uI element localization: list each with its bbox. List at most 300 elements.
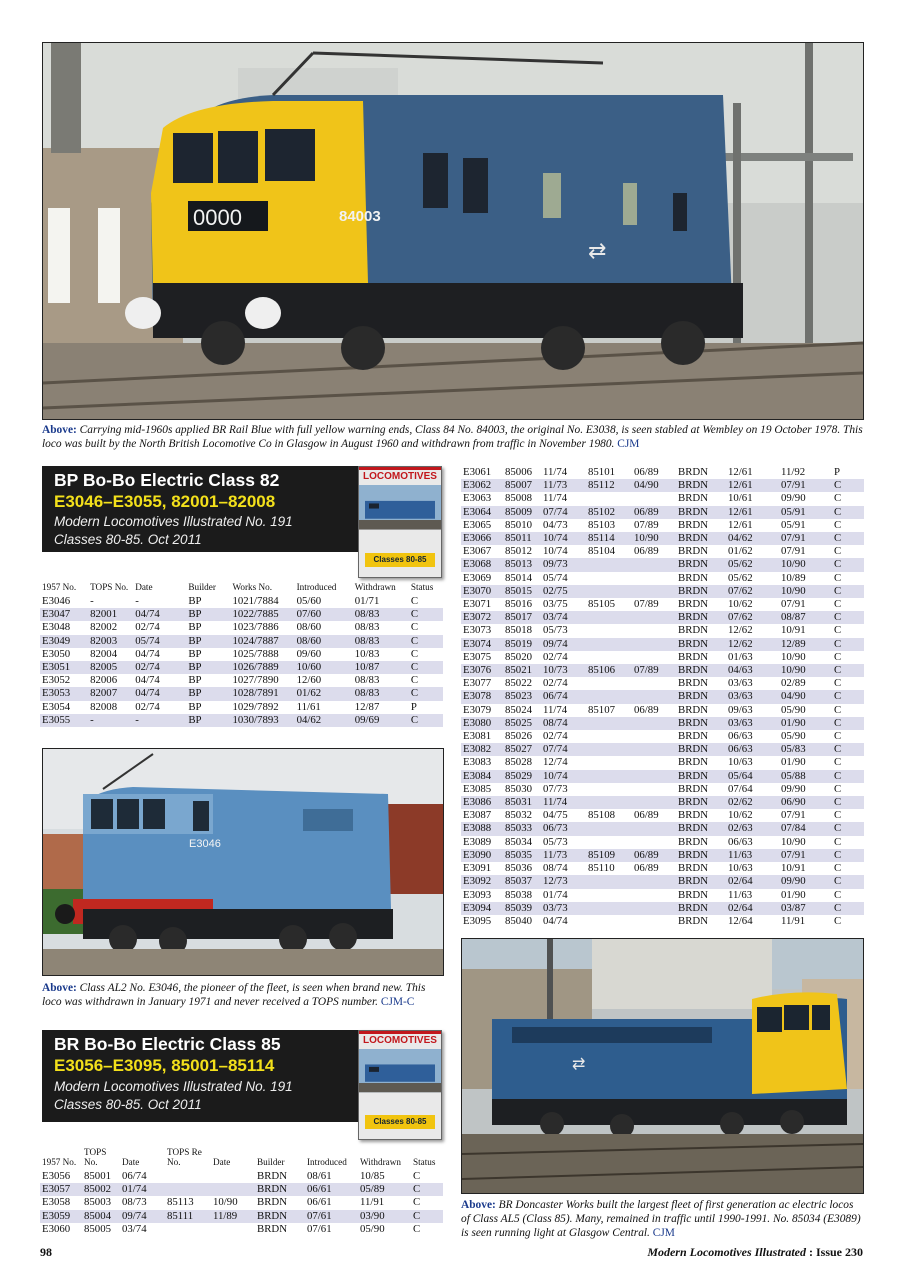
table-cell: 08/83 (353, 687, 409, 700)
table-cell: 05/91 (779, 506, 832, 519)
table-cell (586, 624, 632, 637)
table-cell: 06/89 (632, 849, 676, 862)
table-cell: 05/74 (543, 571, 568, 584)
table-cell: 12/61 (728, 466, 753, 478)
table-row (461, 717, 864, 730)
table-cell: E3052 (42, 674, 71, 687)
table-cell: E3085 (463, 782, 492, 795)
table-cell: 01/62 (728, 545, 753, 558)
table-cell: 12/74 (543, 756, 568, 769)
table-cell: 07/91 (781, 545, 806, 558)
table-cell: 06/90 (779, 796, 832, 809)
table-cell: 07/74 (541, 506, 586, 519)
table-row (40, 595, 443, 608)
table-row (461, 519, 864, 532)
table-row (461, 585, 864, 598)
table-cell: C (832, 717, 864, 730)
table-cell: 03/63 (726, 690, 779, 703)
table-row (461, 889, 864, 902)
table-cell: C (834, 914, 842, 927)
table-cell: 10/83 (354, 647, 380, 660)
table-cell: E3061 (463, 466, 492, 478)
table-cell: 04/90 (632, 479, 676, 492)
caption-credit: CJM (652, 1227, 675, 1239)
table-cell: 07/89 (632, 664, 676, 677)
table-cell: 11/74 (541, 796, 586, 809)
table-cell: 03/73 (541, 902, 586, 915)
table-cell: 06/63 (728, 730, 753, 743)
table-cell: 11/61 (296, 700, 321, 713)
table-cell: E3073 (463, 624, 492, 637)
table-row (461, 902, 864, 915)
table-cell: 05/60 (296, 595, 322, 607)
table-row (461, 730, 864, 743)
caption-lead: Above: (42, 982, 77, 994)
table-cell: 04/63 (726, 664, 779, 677)
table-cell: E3095 (463, 914, 492, 927)
table-cell: 08/60 (295, 635, 353, 648)
table-cell: BRDN (678, 545, 708, 558)
table-cell: 85035 (503, 849, 541, 862)
caption-text: BR Doncaster Works built the largest fleet of first generation ac electric locos of Class AL5 (Class 85). Many, remained in traffic until 1990-1991. No. 85034 (E3089) is seen running light at Glasgow Central. (461, 1199, 861, 1239)
table-cell: 85034 (505, 835, 532, 848)
table-cell: 07/60 (295, 608, 353, 621)
table-cell: 10/90 (779, 558, 832, 571)
table-cell: 10/90 (213, 1196, 238, 1209)
table-cell: 04/74 (135, 674, 160, 687)
table-cell: 01/62 (295, 687, 353, 700)
table-cell: 85039 (503, 902, 541, 915)
table-cell: E3088 (461, 822, 503, 835)
table-cell (586, 756, 632, 769)
table-row (40, 621, 443, 634)
table-cell (632, 822, 676, 835)
table-cell: 02/62 (726, 796, 779, 809)
table-cell: 09/60 (296, 647, 322, 660)
table-cell (632, 783, 676, 796)
table-cell: 85015 (503, 585, 541, 598)
table-row (40, 1170, 443, 1183)
table-cell: BP (186, 687, 230, 700)
table-cell: BRDN (678, 492, 708, 505)
table-cell: 06/61 (305, 1183, 358, 1196)
table-cell: E3086 (461, 796, 503, 809)
table-cell: C (832, 690, 864, 703)
table-cell (632, 677, 676, 690)
table-cell: 03/74 (122, 1222, 147, 1235)
table-cell: BRDN (676, 532, 726, 545)
table-cell: 06/73 (541, 822, 586, 835)
table-cell: C (832, 479, 864, 492)
table-cell: 85032 (505, 809, 532, 822)
table-row (461, 492, 864, 505)
table-cell: E3069 (463, 571, 492, 584)
table-row (40, 1183, 443, 1196)
table-cell: 09/69 (353, 714, 409, 727)
table-cell: 08/83 (354, 621, 380, 634)
caption-credit: CJM-C (380, 996, 415, 1008)
table-cell: 85028 (505, 756, 532, 769)
table-cell: 05/73 (543, 835, 568, 848)
class85-sub1: Modern Locomotives Illustrated No. 191 (54, 1079, 293, 1094)
table-row (461, 532, 864, 545)
table-cell (586, 717, 632, 730)
table-cell (632, 624, 676, 637)
table-row (461, 479, 864, 492)
table-cell: C (834, 545, 842, 558)
table-cell: E3083 (463, 756, 492, 769)
table-cell: C (834, 492, 842, 505)
table-row (461, 756, 864, 769)
table-cell: 85102 (586, 506, 632, 519)
table-cell: 07/91 (779, 849, 832, 862)
table-cell: 85036 (505, 862, 532, 875)
table-cell: 02/63 (726, 822, 779, 835)
table-cell: 12/87 (354, 700, 380, 713)
table-cell: 07/62 (726, 585, 779, 598)
table-cell: E3051 (40, 661, 88, 674)
table-cell: C (834, 730, 842, 743)
table-cell: C (409, 661, 443, 674)
table-cell: 09/90 (781, 782, 806, 795)
table-cell: 11/74 (543, 466, 568, 478)
mid-photo (42, 748, 444, 976)
table-cell: 07/61 (307, 1222, 332, 1235)
table-cell: 10/62 (728, 598, 753, 611)
table-cell: 05/90 (781, 703, 806, 716)
column-header: Works No. (232, 582, 273, 592)
table-cell (586, 836, 632, 849)
table-cell: 12/61 (728, 518, 753, 531)
table-cell: BRDN (678, 650, 708, 663)
table-cell: 09/63 (728, 703, 753, 716)
table-cell: E3077 (463, 677, 492, 690)
table-cell: 03/63 (726, 717, 779, 730)
table-cell (586, 875, 632, 888)
table-cell: C (834, 756, 842, 769)
table-row (461, 849, 864, 862)
table-cell: 08/83 (353, 635, 409, 648)
table-cell: BP (188, 621, 202, 634)
table-cell: 11/89 (211, 1210, 255, 1223)
table-cell: BRDN (678, 888, 708, 901)
table-row (461, 875, 864, 888)
table-cell: BRDN (678, 756, 708, 769)
table-cell: 04/73 (543, 518, 568, 531)
table-cell: 85014 (505, 571, 532, 584)
magazine-bottom: Classes 80-85 (365, 553, 435, 567)
class82-sub1: Modern Locomotives Illustrated No. 191 (54, 514, 293, 529)
table-cell: C (834, 862, 842, 875)
table-cell (586, 902, 632, 915)
table-cell: 05/62 (726, 558, 779, 571)
table-cell: C (832, 849, 864, 862)
table-cell: BRDN (678, 466, 708, 478)
table-cell: C (834, 835, 842, 848)
table-cell: P (834, 466, 841, 478)
table-cell (632, 572, 676, 585)
table-cell: 02/64 (726, 902, 779, 915)
table-cell: 10/90 (779, 664, 832, 677)
table-cell: 08/87 (779, 611, 832, 624)
table-cell: 85004 (82, 1210, 120, 1223)
table-cell: 08/83 (353, 608, 409, 621)
table-cell: 85018 (505, 624, 532, 637)
table-cell: C (832, 796, 864, 809)
table-cell: 10/91 (781, 624, 806, 637)
column-header: Introduced (296, 582, 337, 592)
table-cell: BRDN (678, 835, 708, 848)
table-cell: 85009 (503, 506, 541, 519)
table-cell: 1024/7887 (230, 635, 294, 648)
table-cell: C (834, 518, 842, 531)
table-row (461, 624, 864, 637)
table-cell: 85105 (588, 598, 615, 611)
table-cell: - (135, 595, 139, 607)
column-header: Date (135, 582, 153, 592)
table-cell: 09/90 (779, 875, 832, 888)
class82-title: BP Bo-Bo Electric Class 82 (54, 470, 280, 490)
class85-header-row (40, 1147, 443, 1170)
table-cell: BP (188, 647, 202, 660)
table-cell: BRDN (676, 717, 726, 730)
table-cell: C (409, 714, 443, 727)
table-cell: E3056 (42, 1170, 71, 1182)
table-cell (586, 743, 632, 756)
column-header: 1957 No. (42, 582, 77, 592)
page-number: 98 (40, 1245, 52, 1259)
table-cell: 01/90 (779, 717, 832, 730)
table-cell: BP (186, 635, 230, 648)
table-row (461, 506, 864, 519)
table-cell: 85112 (586, 479, 632, 492)
table-cell: 85006 (505, 466, 532, 478)
table-cell: 1029/7892 (232, 700, 279, 713)
table-cell (632, 756, 676, 769)
table-cell: BP (186, 661, 230, 674)
table-cell: 11/74 (543, 703, 568, 716)
table-cell: BRDN (676, 743, 726, 756)
table-cell: 85022 (505, 677, 532, 690)
table-cell (586, 638, 632, 651)
table-cell: E3076 (461, 664, 503, 677)
table-cell: BRDN (678, 914, 708, 927)
table-cell: BRDN (676, 902, 726, 915)
table-cell: P (410, 700, 417, 713)
table-cell: BRDN (676, 558, 726, 571)
table-cell: BRDN (678, 624, 708, 637)
table-cell: E3057 (40, 1183, 82, 1196)
table-cell: 05/62 (728, 571, 753, 584)
table-cell: C (834, 598, 842, 611)
table-cell: 85010 (505, 518, 532, 531)
table-cell: 85104 (588, 545, 615, 558)
table-row (461, 558, 864, 571)
headcode-text: 0000 (193, 205, 242, 230)
table-cell: 02/75 (541, 585, 586, 598)
table-cell (586, 889, 632, 902)
table-cell: 04/74 (543, 914, 568, 927)
table-cell: E3081 (463, 730, 492, 743)
table-cell: 11/73 (541, 479, 586, 492)
table-cell: 11/74 (543, 492, 568, 505)
table-cell: BRDN (255, 1210, 305, 1223)
table-cell (586, 558, 632, 571)
table-cell: C (834, 703, 842, 716)
table-cell: 82001 (88, 608, 133, 621)
table-cell: C (834, 888, 842, 901)
table-cell: 12/60 (296, 674, 322, 687)
table-cell: 85106 (586, 664, 632, 677)
table-cell: C (832, 902, 864, 915)
table-cell: C (834, 571, 842, 584)
class85-table-left (40, 1147, 443, 1236)
table-cell: 07/91 (779, 532, 832, 545)
table-cell: 06/89 (634, 466, 659, 478)
table-cell: BRDN (678, 782, 708, 795)
table-cell: 05/88 (779, 770, 832, 783)
table-cell: BRDN (678, 862, 708, 875)
table-cell (632, 558, 676, 571)
table-cell: 85023 (503, 690, 541, 703)
table-cell: 12/64 (728, 914, 753, 927)
table-cell: 85017 (503, 611, 541, 624)
table-cell: 85005 (84, 1222, 111, 1235)
table-cell (632, 611, 676, 624)
table-cell: 82005 (88, 661, 133, 674)
top-photo-caption (42, 423, 864, 451)
table-cell: 11/73 (541, 849, 586, 862)
table-cell: E3050 (42, 647, 71, 660)
table-cell: E3082 (461, 743, 503, 756)
table-row (461, 796, 864, 809)
table-cell (632, 743, 676, 756)
table-cell (586, 651, 632, 664)
table-cell: C (832, 770, 864, 783)
table-cell (632, 902, 676, 915)
table-cell: 10/90 (632, 532, 676, 545)
table-cell: 02/74 (135, 700, 160, 713)
table-row (40, 1196, 443, 1209)
caption-lead: Above: (42, 424, 77, 436)
table-cell: E3094 (461, 902, 503, 915)
table-cell: 1021/7884 (232, 595, 279, 607)
table-cell: E3074 (461, 638, 503, 651)
right-photo-caption (461, 1198, 864, 1240)
table-cell (211, 1183, 255, 1196)
table-cell: E3058 (42, 1196, 71, 1209)
table-cell: E3084 (461, 770, 503, 783)
table-cell: C (832, 822, 864, 835)
table-cell: 06/89 (632, 506, 676, 519)
table-cell: 02/74 (543, 730, 568, 743)
table-cell: 09/74 (541, 638, 586, 651)
table-row (461, 704, 864, 717)
table-cell: 85024 (505, 703, 532, 716)
class82-header-row (40, 582, 443, 595)
magazine-title: LOCOMOTIVES (363, 1035, 437, 1046)
table-cell: E3092 (461, 875, 503, 888)
table-cell: 07/91 (781, 598, 806, 611)
table-cell: 85031 (503, 796, 541, 809)
table-cell: BRDN (678, 677, 708, 690)
table-cell: 10/60 (295, 661, 353, 674)
table-cell: BRDN (676, 585, 726, 598)
table-cell: BRDN (678, 809, 708, 822)
table-cell: C (832, 506, 864, 519)
table-cell: 82007 (88, 687, 133, 700)
table-cell: E3075 (463, 650, 492, 663)
table-cell: C (832, 638, 864, 651)
table-cell: 85113 (167, 1196, 194, 1209)
table-cell: BRDN (676, 849, 726, 862)
table-cell: E3060 (42, 1222, 71, 1235)
class85-table-right (461, 466, 864, 928)
table-cell: 10/89 (781, 571, 806, 584)
table-cell (586, 677, 632, 690)
table-row (40, 608, 443, 621)
table-cell: 1026/7889 (230, 661, 294, 674)
table-row (461, 915, 864, 928)
table-cell: 07/61 (305, 1210, 358, 1223)
table-cell (586, 492, 632, 505)
table-cell (632, 915, 676, 928)
table-cell: 85108 (588, 809, 615, 822)
class85-right-body (461, 466, 864, 928)
table-cell: BP (186, 714, 230, 727)
table-row (461, 598, 864, 611)
table-cell: BRDN (676, 875, 726, 888)
table-cell: 85037 (503, 875, 541, 888)
table-cell (632, 651, 676, 664)
table-cell: BRDN (676, 611, 726, 624)
table-cell: 10/90 (781, 835, 806, 848)
table-cell: E3063 (463, 492, 492, 505)
table-cell: 11/63 (726, 849, 779, 862)
table-row (461, 651, 864, 664)
table-cell: C (411, 1210, 443, 1223)
table-cell: 12/89 (779, 638, 832, 651)
table-cell: E3048 (42, 621, 71, 634)
table-cell (632, 836, 676, 849)
table-cell: C (832, 664, 864, 677)
table-cell: 01/74 (543, 888, 568, 901)
table-cell: - (90, 595, 94, 607)
table-cell: 08/74 (543, 862, 568, 875)
table-cell: E3068 (461, 558, 503, 571)
table-row (461, 638, 864, 651)
table-cell: 85021 (503, 664, 541, 677)
table-cell: 06/89 (634, 862, 659, 875)
table-cell: 85026 (505, 730, 532, 743)
column-header: TOPS Re No. (167, 1147, 202, 1167)
table-cell: 05/89 (358, 1183, 411, 1196)
table-cell: C (413, 1196, 421, 1209)
table-cell: BP (188, 595, 202, 607)
table-cell: 07/89 (634, 518, 659, 531)
table-cell: 85016 (505, 598, 532, 611)
table-cell: E3065 (463, 518, 492, 531)
table-cell: 06/89 (634, 545, 659, 558)
table-cell (632, 492, 676, 505)
magazine-bottom: Classes 80-85 (365, 1115, 435, 1129)
svg-text:⇄: ⇄ (572, 1056, 586, 1073)
column-header: Status (410, 582, 434, 592)
table-cell (586, 585, 632, 598)
table-cell: 1022/7885 (230, 608, 294, 621)
table-cell: 85013 (503, 558, 541, 571)
table-cell: 05/91 (781, 518, 806, 531)
